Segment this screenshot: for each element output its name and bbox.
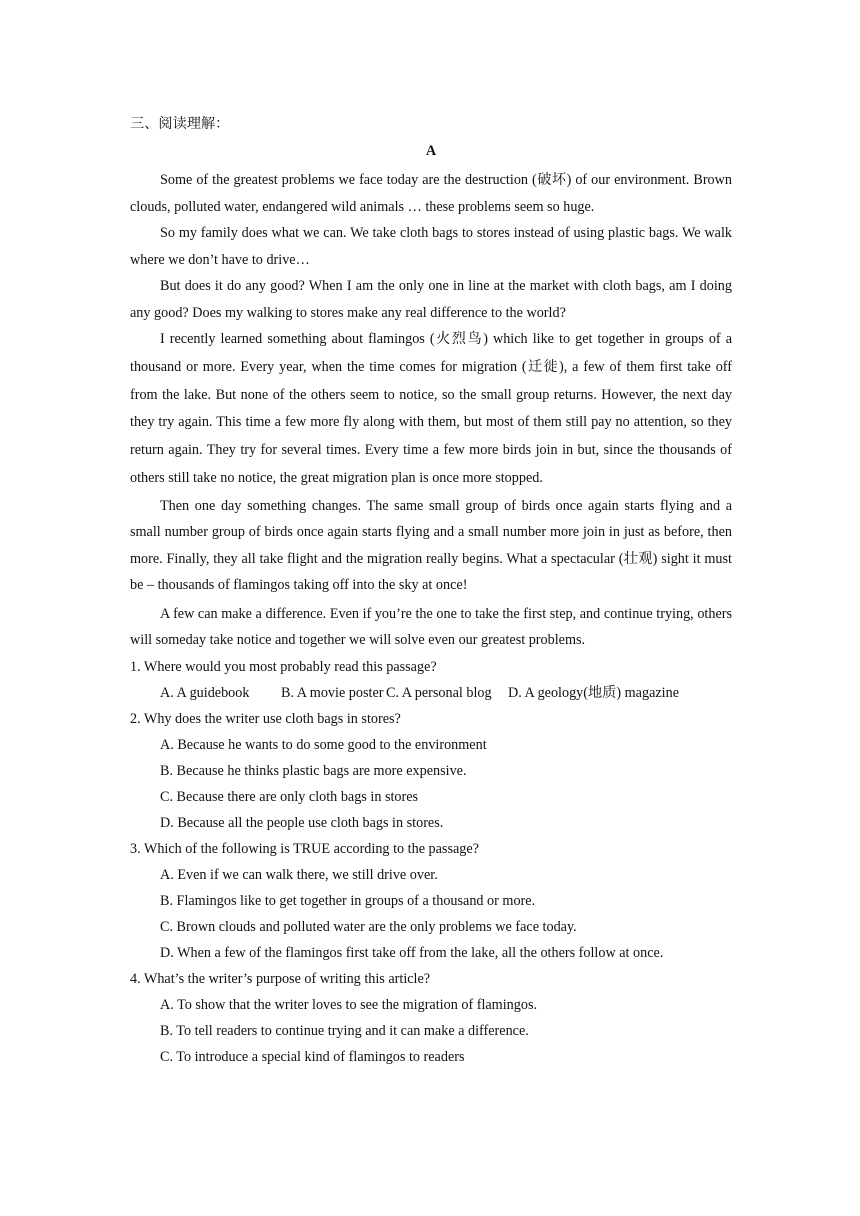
passage-paragraph-2: So my family does what we can. We take cloth bags to stores instead of using plastic bags. We walk where we don’t have to drive…: [130, 225, 732, 268]
question-2-option-d: D. Because all the people use cloth bags in stores.: [160, 814, 444, 831]
question-3-option-b: B. Flamingos like to get together in groups of a thousand or more.: [160, 892, 536, 909]
question-3-option-c: C. Brown clouds and polluted water are the only problems we face today.: [160, 918, 577, 935]
question-3-stem: 3. Which of the following is TRUE according to the passage?: [130, 840, 479, 857]
article-label: A: [425, 143, 437, 159]
question-1-option-c: C. A personal blog: [386, 684, 492, 701]
question-4-option-a: A. To show that the writer loves to see the migration of flamingos.: [160, 996, 538, 1013]
question-2-stem: 2. Why does the writer use cloth bags in stores?: [130, 710, 401, 727]
question-2-option-c: C. Because there are only cloth bags in stores: [160, 788, 419, 805]
question-4-stem: 4. What’s the writer’s purpose of writing this article?: [130, 970, 431, 987]
passage-paragraph-4: I recently learned something about flamingos (火烈鸟) which like to get together in groups of a thousand or more. Every year, when the time comes for migration (迁徙), a few of them first take off from the lake. But none of the others seem to notice, so the small group returns. However, the next day they try again. This time a few more fly along with them, but most of them still pay no attention, so they return again. They try for several times. Every time a few more birds join in but, since the thousands of others still take no notice, the great migration plan is once more stopped.: [130, 331, 732, 486]
question-1-option-a: A. A guidebook: [160, 684, 250, 701]
question-1-option-d: D. A geology(地质) magazine: [508, 684, 679, 701]
question-3-option-a: A. Even if we can walk there, we still drive over.: [160, 866, 438, 883]
question-4-option-c: C. To introduce a special kind of flamingos to readers: [160, 1048, 465, 1065]
question-1-stem: 1. Where would you most probably read this passage?: [130, 658, 437, 675]
question-4-option-b: B. To tell readers to continue trying and it can make a difference.: [160, 1022, 529, 1039]
question-3-option-d: D. When a few of the flamingos first take off from the lake, all the others follow at once.: [160, 944, 664, 961]
question-2-option-b: B. Because he thinks plastic bags are more expensive.: [160, 762, 467, 779]
passage-paragraph-5: Then one day something changes. The same small group of birds once again starts flying and a small number group of birds once again starts flying and a small number more join in just as before, then more. Finally, they all take flight and the migration really begins. What a spectacular (壮观) sight it must be – thousands of flamingos taking off into the sky at once!: [130, 497, 732, 594]
passage-paragraph-3: But does it do any good? When I am the only one in line at the market with cloth bags, am I doing any good? Does my walking to stores make any real difference to the world?: [130, 278, 732, 321]
question-2-option-a: A. Because he wants to do some good to the environment: [160, 736, 487, 753]
question-1-option-b: B. A movie poster: [281, 684, 384, 701]
passage-paragraph-1: Some of the greatest problems we face today are the destruction (破坏) of our environment. Brown clouds, polluted water, endangered wild animals … these problems seem so huge.: [130, 172, 732, 215]
section-title: 三、阅读理解：: [130, 116, 230, 132]
passage-paragraph-6: A few can make a difference. Even if you’re the one to take the first step, and continue trying, others will someday take notice and together we will solve even our greatest problems.: [130, 605, 732, 649]
document-content: [130, 114, 732, 1070]
question-1-options: [130, 680, 732, 706]
